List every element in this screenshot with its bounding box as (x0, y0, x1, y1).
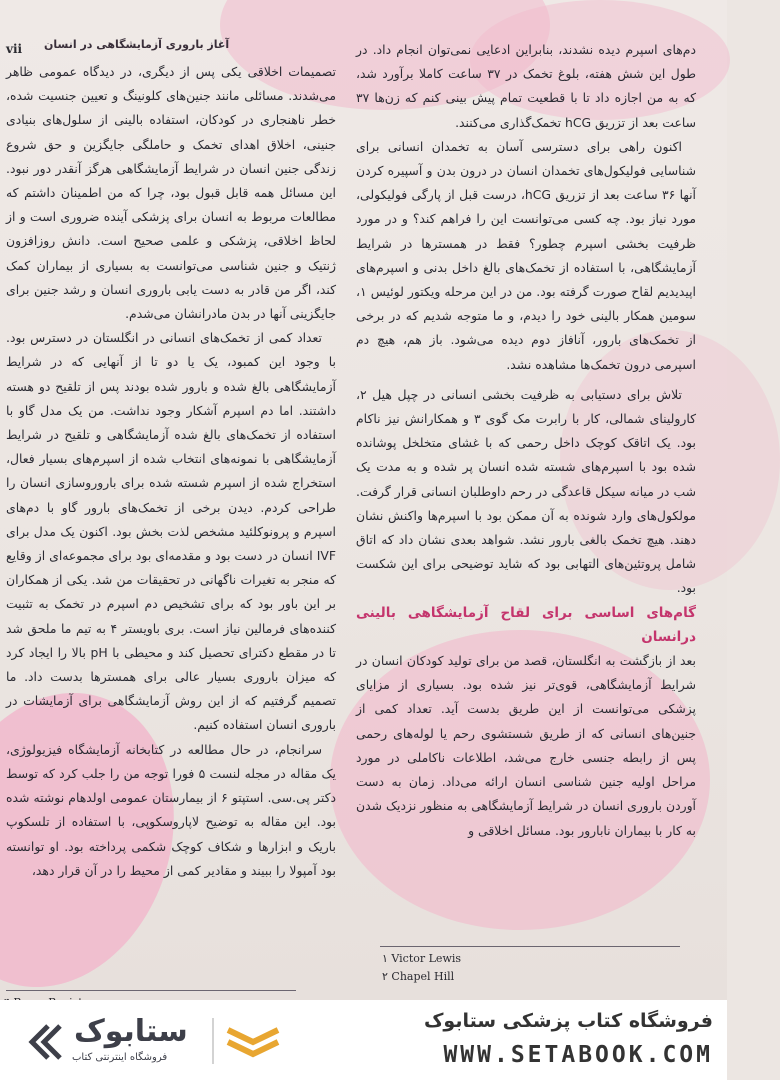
book-stack-logo-icon (224, 1022, 282, 1062)
store-footer-banner (0, 1000, 727, 1080)
logo-separator (212, 1018, 214, 1064)
logo-wordmark: ستابوک (74, 1014, 188, 1049)
paragraph: تعداد کمی از تخمک‌های انسانی در انگلستان در دسترس بود. با وجود این کمبود، یک یا دو تا از آنهایی که در شرایط آزمایشگاهی بالغ شده و بارور شده بودند پس از تلقیح دو هسته داشتند. اما دم اسپرم آشکار وجود نداشت. من یک مدل گاو با استفاده از تخمک‌های بالغ شده آزمایشگاهی و تلقیح در شرایط آزمایشگاهی با نمونه‌های انتخاب شده از اسپرم‌های بسیار فعال، استخراج شده از اسپرم شسته شده برای باروروسازی انسان را طراحی کردم. دیدن برخی از تخمک‌های بارور گاو با دم‌های اسپرم و پرونوکلئید مشخص لذت بخش بود. اکنون یک مدل برای IVF انسان در دست بود و مقدمه‌ای بود برای مجموعه‌ای از وقایع که منجر به تغیرات ناگهانی در تحقیقات من شد. یکی از همکاران بر این باور بود که برای تشخیص دم اسپرم در تخمک به تثبیت کننده‌های فرمالین نیاز است. بری باویستر ۴ به تیم ما ملحق شد تا در مقطع دکترای تحصیل کند و محیطی با pH بالا را ایجاد کرد که میزان باروری بسیار عالی برای همسترها بدست داد. ما تصمیم گرفتیم که از این روش آزمایشگاهی برای آزمایشات در باروری انسان استفاده کنیم. (6, 330, 336, 733)
footnote-divider (6, 990, 296, 991)
right-text-column (356, 38, 696, 843)
logo-tagline: فروشگاه اینترنتی کتاب (72, 1052, 168, 1063)
paragraph: دم‌های اسپرم دیده نشدند، بنابراین ادعایی نمی‌توان انجام داد. در طول این شش هفته، بلوغ تخمک در ۳۷ ساعت کاملا برآورد شد، که به من اجازه داد تا با قطعیت تمام پیش بینی کنم که زن‌ها ۳۷ ساعت بعد از تزریق hCG تخمک‌گذاری می‌کنند. (356, 42, 696, 130)
page-number: vii (6, 42, 23, 56)
shop-url-link[interactable]: WWW.SETABOOK.COM (443, 1042, 713, 1068)
store-logo[interactable] (12, 1010, 282, 1072)
left-text-column (6, 60, 336, 883)
footnote: ۲ Chapel Hill (382, 970, 455, 983)
paragraph: سرانجام، در حال مطالعه در کتابخانه آزمایشگاه فیزیولوژی، یک مقاله در مجله لنست ۵ فورا توجه من را جلب کرد که توسط دکتر پی.سی. استپتو ۶ از بیمارستان عمومی اولدهام نوشته شده بود. این مقاله به توضیح لاپاروسکوپی، با استفاده از تلسکوپ باریک و ابزارها و شکاف کوچک شکمی پرداخته بود. او توانسته بود آمپولا را ببیند و مقادیر کمی از محیط را در آن قرار دهد، (6, 741, 336, 878)
paragraph: اکنون راهی برای دسترسی آسان به تخمدان انسانی برای شناسایی فولیکول‌های تخمدان انسان در درون بدن و آسپیره کردن آنها ۳۶ ساعت بعد از تزریق hCG، درست قبل از پارگی فولیکولی، مورد نیاز بود. چه کسی می‌توانست این را فراهم کند؟ و در مورد ظرفیت بخشی اسپرم چطور؟ فقط در همسترها در شرایط آزمایشگاهی، با استفاده از تخمک‌های بالغ داخل بدنی و اسپرم‌های اپیدیدیم لقاح صورت گرفته بود. من در این مرحله ویکتور لوئیس ۱، سومین همکار بالینی خود را دیدم، و ما متوجه شدیم که در برخی از تخمک‌های بارور، آنافاز دوم دیده می‌شود. باز هم، هیچ دم اسپرمی درون تخمک‌ها مشاهده نشد. (356, 138, 696, 372)
footnote-divider (380, 946, 680, 947)
paragraph: تصمیمات اخلاقی یکی پس از دیگری، در دیدگاه عمومی ظاهر می‌شدند. مسائلی مانند جنین‌های کلونینگ و تعیین جنسیت شده، خطر ناهنجاری در کودکان، استفاده بالینی از سلول‌های بنیادی جنینی، اخلاق اهدای تخمک و حاملگی جایگزین و حق شروع زندگی جنین انسان در شرایط آزمایشگاهی هرگز آنقدر دور نبود. این مسائل همه قابل قبول بود، چرا که من اطمینان داشتم که مطالعات مربوط به انسان برای پزشکی آینده ضروری است و از لحاظ اخلاقی، پزشکی و علمی صحیح است. دانش روزافزون ژنتیک و جنین شناسی می‌توانست به بسیاری از بیماران کمک کند، اگر من قادر به دست یابی باروری انسان و رشد جنین برای جایگزینی آنها در بدن مادرانشان می‌شدم. (6, 64, 336, 322)
paragraph: بعد از بازگشت به انگلستان، قصد من برای تولید کودکان انسان در شرایط آزمایشگاهی، قوی‌تر نیز شده بود. بسیاری از مزایای پزشکی می‌توانست از این طریق بدست آید. تعداد کمی از جنین‌های انسانی که از طریق شستشوی رحم یا لوله‌های رحمی پس از رابطه جنسی خارج می‌شد، اطلاعات ناکاملی در مورد مراحل اولیه جنین شناسی انسان ارائه می‌داد. زمان به دست آوردن باروری انسان در شرایط آزمایشگاهی به منظور نزدیک شدن به کار با بیماران نابارور بود. مسائل اخلاقی و (356, 653, 696, 838)
double-chevron-left-icon (22, 1020, 66, 1064)
running-head: آغاز باروری آزمایشگاهی در انسان (44, 38, 230, 51)
footnote: ۱ Victor Lewis (382, 952, 462, 965)
shop-name: فروشگاه کتاب پزشکی ستابوک (423, 1010, 713, 1032)
paragraph: تلاش برای دستیابی به ظرفیت بخشی انسانی در چپل هیل ۲، کارولینای شمالی، کار با رابرت مک گوی ۳ و همکارانش نیز ناکام بود. یک اتاقک کوچک داخل رحمی که با غشای متخلخل پوشانده شده بود با اسپرم‌های شسته شده انسان پر شده و به مدت یک شب در میانه سیکل قاعدگی در رحم داوطلبان انسانی قرار گرفت. مولکول‌های وارد شونده به آن ممکن بود با اسپرم‌ها واکنش نشان دهند. هیچ تخمک بالغی بارور نشد. شواهد بعدی نشان داد که اتاق شامل پروتئین‌های التهابی بود که شاید توضیحی برای این شکست بود. (356, 386, 697, 596)
section-heading: گام‌های اساسی برای لقاح آزمایشگاهی بالینی درانسان (356, 604, 696, 645)
